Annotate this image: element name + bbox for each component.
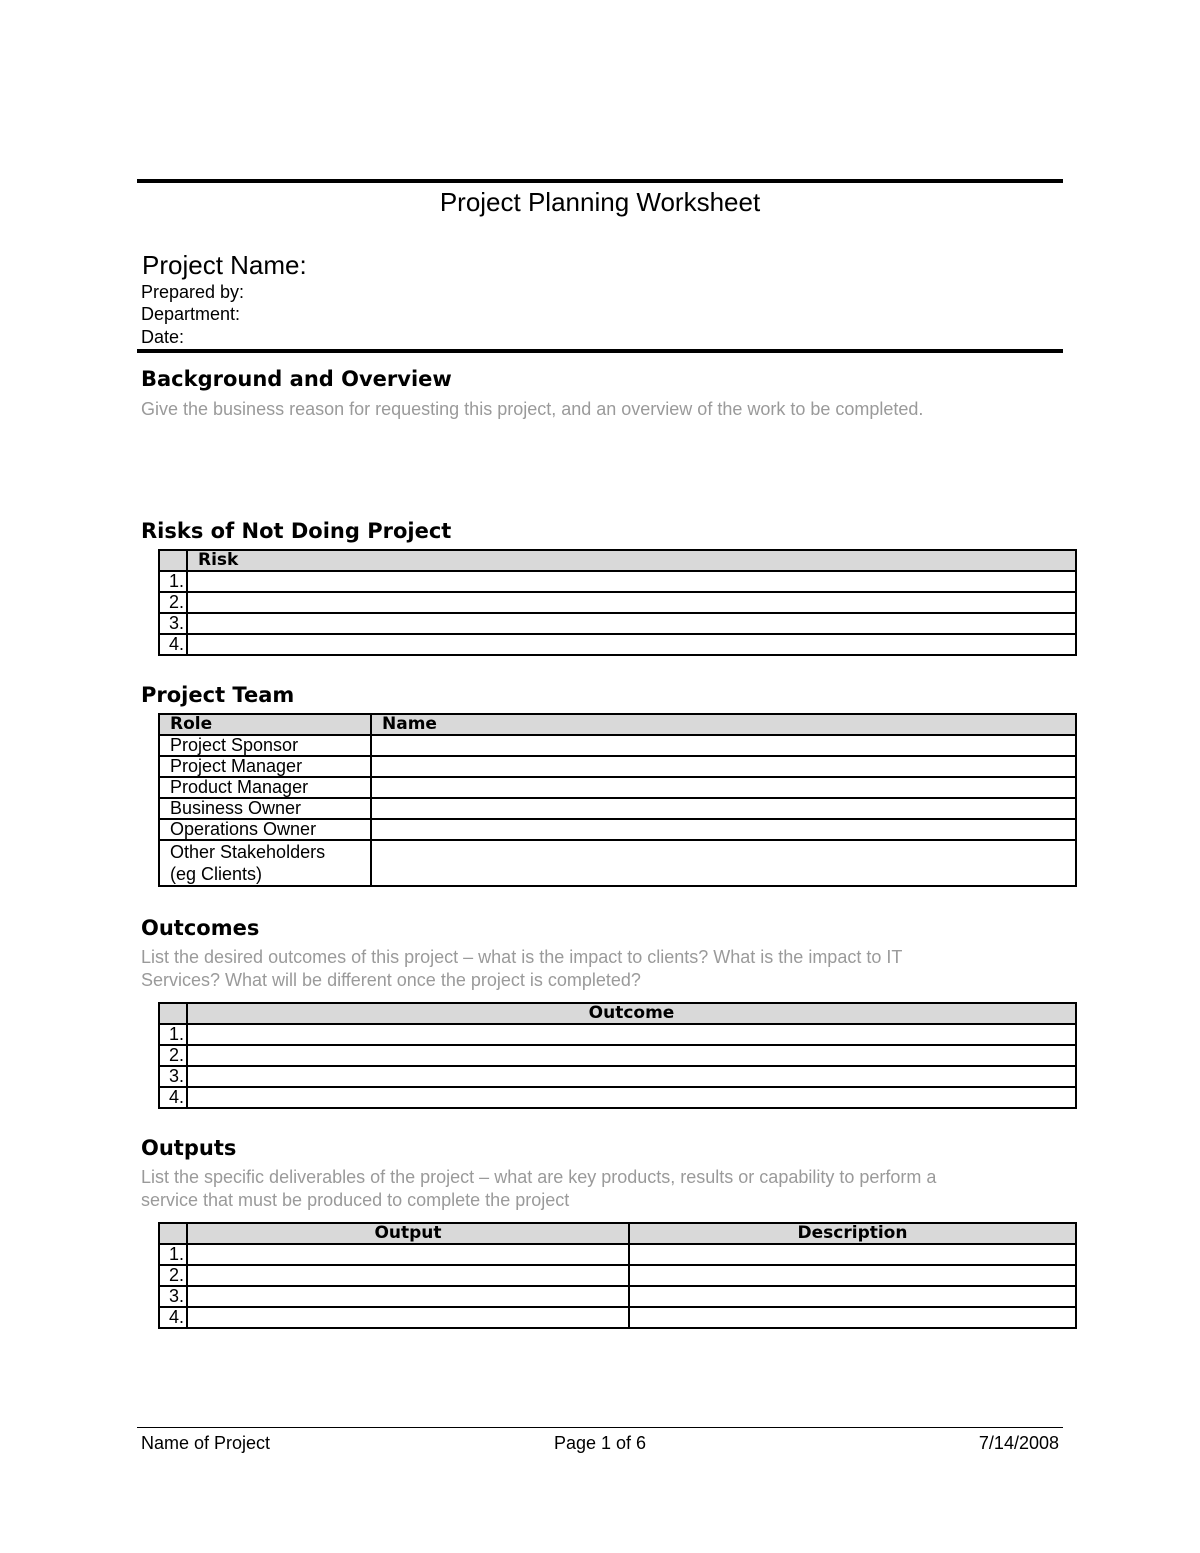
description-cell[interactable]: [629, 1265, 1076, 1286]
name-column-header: Name: [371, 714, 1076, 735]
row-number: 3.: [159, 1286, 187, 1307]
description-cell[interactable]: [629, 1307, 1076, 1328]
footer-rule: [137, 1427, 1063, 1428]
table-row: [159, 1286, 1076, 1307]
date-label: Date:: [141, 327, 185, 347]
risks-number-header: [159, 550, 187, 571]
outputs-hint-line-1: List the specific deliverables of the project – what are key products, results or capability to perform a: [141, 1167, 937, 1187]
name-cell[interactable]: [371, 777, 1076, 798]
outcome-cell[interactable]: [187, 1066, 1076, 1087]
prepared-by-label: Prepared by:: [141, 282, 245, 302]
table-row: [159, 1087, 1076, 1108]
outputs-number-header: [159, 1223, 187, 1244]
table-header-row: [159, 714, 1076, 735]
output-cell[interactable]: [187, 1307, 629, 1328]
outcome-column-header: Outcome: [187, 1003, 1076, 1024]
description-cell[interactable]: [629, 1244, 1076, 1265]
role-line: Other Stakeholders: [170, 842, 326, 862]
background-hint: Give the business reason for requesting this project, and an overview of the work to be completed.: [141, 399, 924, 419]
table-row: [159, 1066, 1076, 1087]
row-number: 1.: [159, 571, 187, 592]
name-cell[interactable]: [371, 756, 1076, 777]
risks-table: [158, 549, 1077, 656]
table-row: [159, 571, 1076, 592]
table-row: [159, 1265, 1076, 1286]
table-header-row: [159, 550, 1076, 571]
project-name-label: Project Name:: [142, 250, 307, 280]
risks-column-header: Risk: [187, 550, 1076, 571]
row-number: 1.: [159, 1024, 187, 1045]
outputs-hint-line-2: service that must be produced to complete the project: [141, 1190, 570, 1210]
row-number: 4.: [159, 1307, 187, 1328]
output-cell[interactable]: [187, 1286, 629, 1307]
risk-cell[interactable]: [187, 613, 1076, 634]
table-row: [159, 735, 1076, 756]
table-row: [159, 1024, 1076, 1045]
role-cell: Product Manager: [159, 777, 371, 798]
row-number: 1.: [159, 1244, 187, 1265]
row-number: 2.: [159, 1045, 187, 1066]
outcomes-hint-line-1: List the desired outcomes of this project – what is the impact to clients? What is the impact to IT: [141, 947, 903, 967]
table-row: [159, 634, 1076, 655]
row-number: 4.: [159, 1087, 187, 1108]
table-row: [159, 592, 1076, 613]
row-number: 2.: [159, 592, 187, 613]
role-cell: [159, 840, 371, 886]
outputs-heading: Outputs: [141, 1136, 237, 1160]
outcome-cell[interactable]: [187, 1087, 1076, 1108]
row-number: 3.: [159, 613, 187, 634]
row-number: 3.: [159, 1066, 187, 1087]
output-cell[interactable]: [187, 1244, 629, 1265]
table-row: [159, 1045, 1076, 1066]
table-header-row: [159, 1223, 1076, 1244]
role-line: (eg Clients): [170, 864, 263, 884]
row-number: 2.: [159, 1265, 187, 1286]
description-column-header: Description: [629, 1223, 1076, 1244]
name-cell[interactable]: [371, 735, 1076, 756]
output-cell[interactable]: [187, 1265, 629, 1286]
name-cell[interactable]: [371, 819, 1076, 840]
table-row: [159, 1244, 1076, 1265]
outcome-cell[interactable]: [187, 1045, 1076, 1066]
outcomes-heading: Outcomes: [141, 916, 260, 940]
document-title: Project Planning Worksheet: [439, 187, 761, 217]
header-top-rule: [137, 179, 1063, 183]
footer-date: 7/14/2008: [978, 1433, 1059, 1453]
role-cell: Operations Owner: [159, 819, 371, 840]
outcomes-table: [158, 1002, 1077, 1109]
description-cell[interactable]: [629, 1286, 1076, 1307]
name-cell[interactable]: [371, 840, 1076, 886]
risk-cell[interactable]: [187, 571, 1076, 592]
role-cell: Project Sponsor: [159, 735, 371, 756]
footer-page-number: Page 1 of 6: [553, 1433, 647, 1453]
table-row: [159, 819, 1076, 840]
table-row: [159, 798, 1076, 819]
background-heading: Background and Overview: [141, 367, 452, 391]
table-row: [159, 777, 1076, 798]
outcomes-number-header: [159, 1003, 187, 1024]
table-row: [159, 840, 1076, 886]
risk-cell[interactable]: [187, 634, 1076, 655]
department-label: Department:: [141, 304, 241, 324]
team-heading: Project Team: [141, 683, 295, 707]
row-number: 4.: [159, 634, 187, 655]
role-cell: Business Owner: [159, 798, 371, 819]
role-column-header: Role: [159, 714, 371, 735]
table-row: [159, 1307, 1076, 1328]
header-bottom-rule: [137, 349, 1063, 353]
table-row: [159, 613, 1076, 634]
name-cell[interactable]: [371, 798, 1076, 819]
team-table: [158, 713, 1077, 887]
role-cell: Project Manager: [159, 756, 371, 777]
risks-heading: Risks of Not Doing Project: [141, 519, 452, 543]
table-header-row: [159, 1003, 1076, 1024]
footer-project-name: Name of Project: [141, 1433, 271, 1453]
outputs-table: [158, 1222, 1077, 1329]
risk-cell[interactable]: [187, 592, 1076, 613]
output-column-header: Output: [187, 1223, 629, 1244]
outcomes-hint-line-2: Services? What will be different once the project is completed?: [141, 970, 641, 990]
table-row: [159, 756, 1076, 777]
outcome-cell[interactable]: [187, 1024, 1076, 1045]
